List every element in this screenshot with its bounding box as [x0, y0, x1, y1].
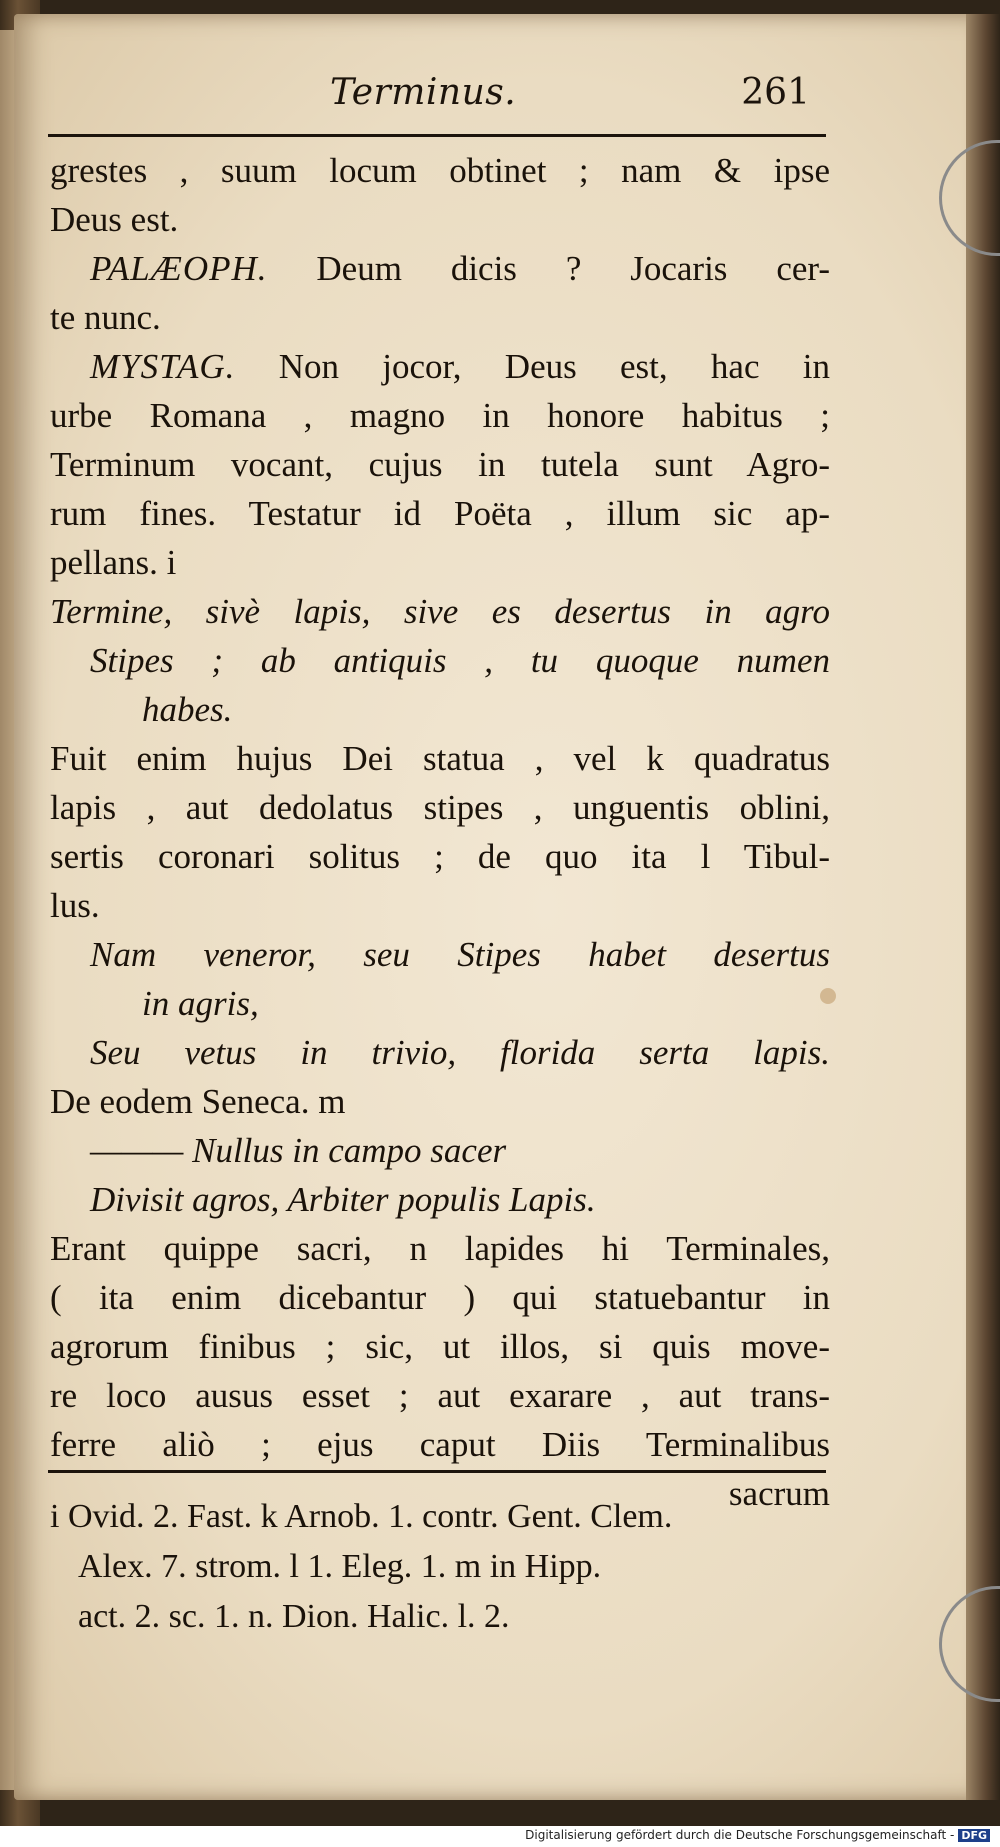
verse-line: Stipes ; ab antiquis , tu quoque numen — [90, 641, 830, 680]
catchword: sacrum — [728, 1474, 830, 1513]
page-fore-edge — [966, 14, 1000, 1800]
speaker-name: PALÆOPH. — [90, 249, 268, 288]
text-line: De eodem Seneca. m — [50, 1082, 346, 1121]
verse-line: Divisit agros, Arbiter populis Lapis. — [90, 1180, 596, 1219]
text-line — [50, 244, 830, 293]
text-line: grestes , suum locum obtinet ; nam & ipse — [50, 151, 830, 190]
text-line: Terminum vocant, cujus in tutela sunt Agro- — [50, 445, 830, 484]
speech-text: Deum dicis ? Jocaris cer- — [316, 249, 830, 288]
speaker-name: MYSTAG. — [90, 347, 236, 386]
text-line: Erant quippe sacri, n lapides hi Terminales, — [50, 1229, 830, 1268]
footnote-line: act. 2. sc. 1. n. Dion. Halic. l. 2. — [78, 1598, 510, 1635]
digitization-credit — [525, 1828, 990, 1842]
verse-line: Nam veneror, seu Stipes habet desertus — [90, 935, 830, 974]
text-line: pellans. i — [50, 543, 177, 582]
footnote-rule — [48, 1470, 826, 1473]
text-line: sertis coronari solitus ; de quo ita l Tibul- — [50, 837, 830, 876]
verse-line: Termine, sivè lapis, sive es desertus in agro — [50, 592, 830, 631]
dfg-logo-icon: DFG — [958, 1829, 990, 1842]
verse-line: ——— Nullus in campo sacer — [90, 1131, 507, 1170]
page-header — [330, 72, 810, 124]
verse-line: habes. — [142, 690, 233, 729]
text-line: agrorum finibus ; sic, ut illos, si quis move- — [50, 1327, 830, 1366]
text-line: urbe Romana , magno in honore habitus ; — [50, 396, 830, 435]
verse-line: in agris, — [142, 984, 259, 1023]
text-line: rum fines. Testatur id Poëta , illum sic ap- — [50, 494, 830, 533]
running-title: Terminus. — [330, 72, 517, 113]
page-number: 261 — [741, 72, 810, 113]
text-line: lapis , aut dedolatus stipes , unguentis oblini, — [50, 788, 830, 827]
text-line: Deus est. — [50, 200, 179, 239]
footnotes — [50, 1492, 830, 1642]
footnote-line: i Ovid. 2. Fast. k Arnob. 1. contr. Gent. Clem. — [50, 1498, 673, 1535]
credit-text: Digitalisierung gefördert durch die Deutsche Forschungsgemeinschaft - — [525, 1828, 955, 1842]
text-line — [50, 342, 830, 391]
text-line: te nunc. — [50, 298, 161, 337]
text-line: Fuit enim hujus Dei statua , vel k quadratus — [50, 739, 830, 778]
verse-line: Seu vetus in trivio, florida serta lapis. — [90, 1033, 830, 1072]
header-rule — [48, 134, 826, 137]
text-line: ( ita enim dicebantur ) qui statuebantur in — [50, 1278, 830, 1317]
speech-text: Non jocor, Deus est, hac in — [278, 347, 830, 386]
main-text — [50, 146, 830, 1518]
text-line: ferre aliò ; ejus caput Diis Terminalibus — [50, 1425, 830, 1464]
text-line: lus. — [50, 886, 100, 925]
text-line: re loco ausus esset ; aut exarare , aut trans- — [50, 1376, 830, 1415]
footnote-line: Alex. 7. strom. l 1. Eleg. 1. m in Hipp. — [78, 1548, 602, 1585]
